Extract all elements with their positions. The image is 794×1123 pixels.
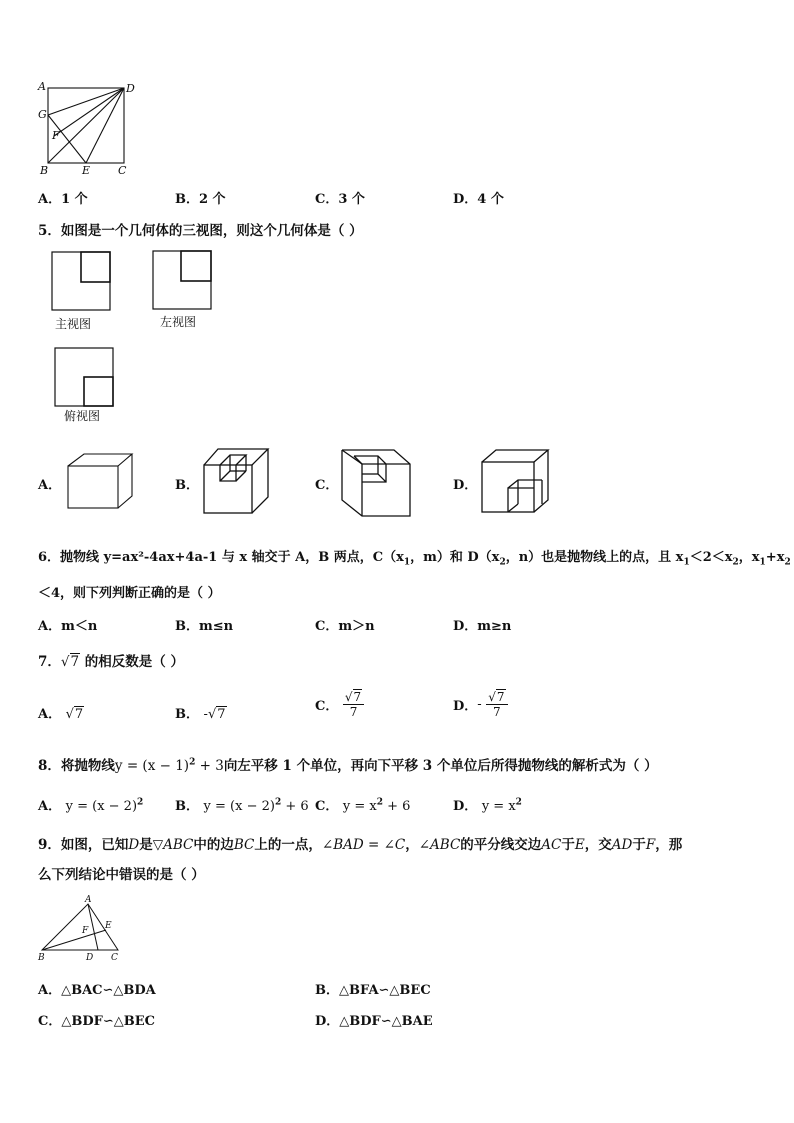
q5-option-c-solid[interactable]	[336, 446, 416, 520]
q6-option-d[interactable]: D．m≥n	[453, 619, 512, 634]
q4-label-b: B	[40, 164, 49, 177]
q9-option-a[interactable]: A．△BAC∽△BDA	[38, 983, 156, 998]
q4-label-f: F	[52, 129, 60, 142]
q4-option-a[interactable]: A．1 个	[38, 192, 88, 207]
q4-option-b[interactable]: B．2 个	[175, 192, 226, 207]
q8-option-d[interactable]: D． $y = x^2$	[453, 797, 522, 814]
q6-option-c[interactable]: C．m＞n	[315, 619, 375, 634]
q9-label-e: E	[105, 921, 112, 931]
q5-option-d-letter[interactable]: D．	[453, 478, 478, 493]
q6-stem-line2: ＜4，则下列判断正确的是（ ）	[38, 586, 221, 601]
q9-stem-line1: 9．如图，已知D是▽ABC中的边BC上的一点，∠BAD = ∠C，∠ABC的平分线交边AC于E，交AD于F，那	[38, 837, 683, 853]
q4-option-c[interactable]: C．3 个	[315, 192, 365, 207]
q9-label-a: A	[85, 895, 92, 905]
q8-stem: 8．将抛物线$y = (x - 1)^2 + 3$向左平移 1 个单位，再向下平移 3 个单位后所得抛物线的解析式为（ ）	[38, 757, 658, 774]
q7-option-a[interactable]: A． √7	[38, 707, 84, 722]
q9-label-d: D	[86, 953, 94, 963]
q9-option-b[interactable]: B．△BFA∽△BEC	[315, 983, 431, 998]
q5-left-view-caption: 左视图	[160, 315, 197, 329]
q4-label-c: C	[118, 164, 127, 177]
q4-label-e: E	[82, 164, 91, 177]
q5-option-c-letter[interactable]: C．	[315, 478, 339, 493]
q5-front-view	[50, 250, 114, 314]
q9-label-f: F	[82, 926, 89, 936]
q5-option-b-letter[interactable]: B．	[175, 478, 199, 493]
q5-option-a-letter[interactable]: A．	[38, 478, 62, 493]
q5-top-view	[53, 346, 117, 410]
q6-stem-line1: 6．抛物线 y=ax²-4ax+4a-1 与 x 轴交于 A，B 两点，$C(x_1$，m）和 $D(x_2$，n）也是抛物线上的点，且 $x_1<2<x_2$，$x_1+x_2$	[38, 550, 791, 568]
q7-option-b[interactable]: B． -√7	[175, 707, 226, 722]
q7-stem: 7．√7 的相反数是（ ）	[38, 654, 185, 670]
q7-option-c[interactable]: C． $\frac{√7}{7}$	[315, 690, 364, 719]
q8-option-b[interactable]: B． $y = (x - 2)^2 + 6$	[175, 797, 309, 814]
q8-option-c[interactable]: C． $y = x^2 + 6$	[315, 797, 411, 814]
q9-stem-line2: 么下列结论中错误的是（ ）	[38, 867, 205, 883]
q6-option-b[interactable]: B．m≤n	[175, 619, 234, 634]
q5-option-b-solid[interactable]	[198, 445, 274, 517]
q5-left-view	[151, 249, 215, 313]
q4-label-g: G	[38, 108, 47, 121]
q4-label-d: D	[126, 82, 135, 95]
q9-label-b: B	[38, 953, 45, 963]
q4-label-a: A	[38, 80, 46, 93]
q9-option-c[interactable]: C．△BDF∽△BEC	[38, 1014, 155, 1029]
q5-option-a-cube[interactable]	[64, 450, 136, 512]
q4-option-d[interactable]: D．4 个	[453, 192, 504, 207]
q5-top-view-caption: 俯视图	[64, 409, 101, 423]
q6-option-a[interactable]: A．m＜n	[38, 619, 98, 634]
q9-label-c: C	[111, 953, 118, 963]
q9-triangle-figure	[34, 894, 130, 964]
q5-option-d-solid[interactable]	[478, 446, 554, 516]
q4-square-figure	[34, 78, 144, 178]
q7-option-d[interactable]: D．- $\frac{√7}{7}$	[453, 690, 508, 719]
q5-front-view-caption: 主视图	[55, 317, 92, 331]
q8-option-a[interactable]: A． $y = (x - 2)^2$	[38, 797, 144, 814]
q5-stem: 5．如图是一个几何体的三视图，则这个几何体是（ ）	[38, 223, 363, 239]
q9-option-d[interactable]: D．△BDF∽△BAE	[315, 1014, 433, 1029]
